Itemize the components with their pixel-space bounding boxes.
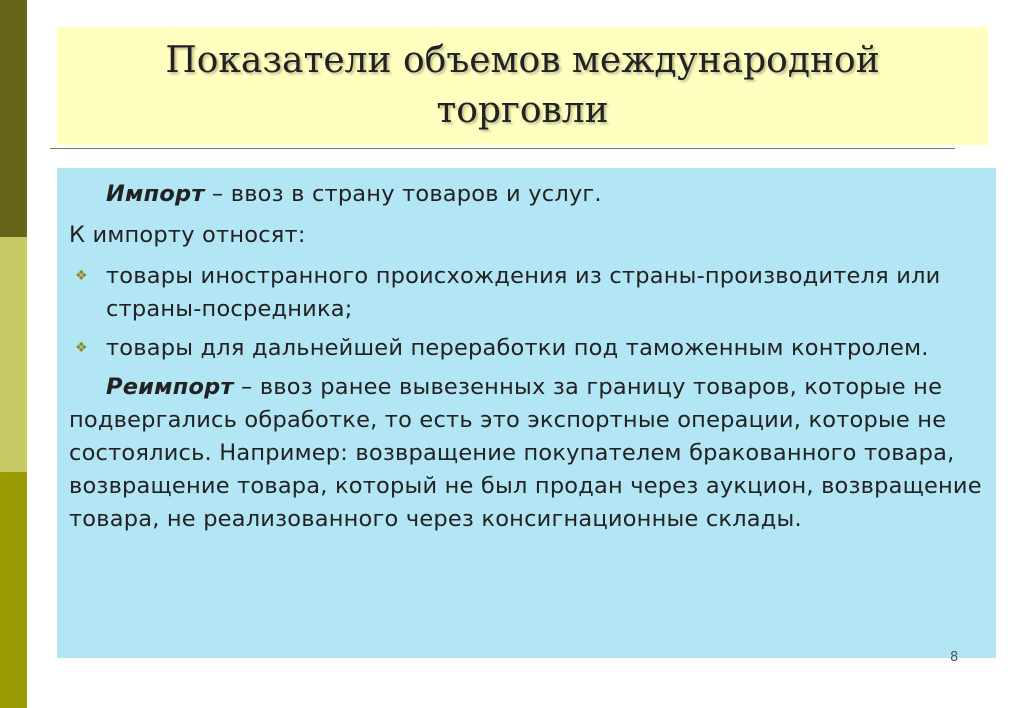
reimport-definition-text: – ввоз ранее вывезенных за границу товаров, которые не подвергались обработке, то есть это экспортные операции, которые не состоялись. Например: возвращение покупателем бракованного товара, возвращение товара, который не был продан через аукцион, возвращение товара, не реализованного через консигнационные склады. (69, 374, 982, 532)
bullet-item-2 (69, 332, 982, 365)
bullet-item-1 (69, 260, 982, 326)
slide-title (165, 36, 879, 136)
title-line-1: Показатели объемов международной (165, 40, 880, 81)
side-bar-middle (0, 237, 27, 472)
reimport-definition (69, 371, 982, 536)
title-line-2: торговли (436, 90, 609, 131)
side-bar-bottom (0, 472, 27, 708)
reimport-term: Реимпорт (106, 374, 234, 400)
content-box (57, 168, 996, 658)
side-bar-top (0, 0, 27, 237)
import-definition-text: – ввоз в страну товаров и услуг. (204, 181, 602, 207)
includes-heading: К импорту относят: (69, 222, 306, 248)
title-box (57, 27, 988, 145)
diamond-bullet-icon: ❖ (75, 340, 88, 356)
diamond-bullet-icon: ❖ (75, 268, 88, 284)
import-term: Импорт (106, 181, 205, 207)
import-definition (69, 178, 982, 211)
bullet-text-2: товары для дальнейшей переработки под таможенным контролем. (106, 335, 929, 361)
bullet-text-1: товары иностранного происхождения из страны-производителя или страны-посредника; (106, 263, 941, 322)
page-number: 8 (950, 650, 959, 665)
title-divider (50, 148, 955, 149)
